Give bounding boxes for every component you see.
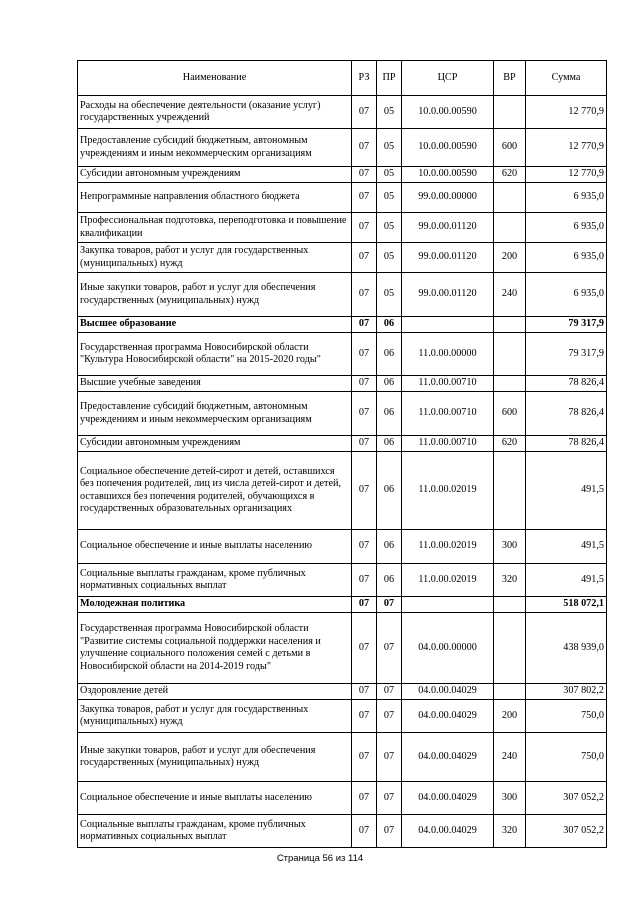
row-pr: 05 bbox=[377, 243, 402, 273]
row-vr: 200 bbox=[494, 700, 526, 733]
row-csr: 11.0.00.02019 bbox=[402, 564, 494, 597]
row-sum: 307 052,2 bbox=[526, 782, 607, 815]
row-vr: 600 bbox=[494, 129, 526, 167]
row-sum: 78 826,4 bbox=[526, 436, 607, 452]
table-header-row bbox=[78, 61, 607, 96]
row-pr: 07 bbox=[377, 782, 402, 815]
row-csr: 04.0.00.04029 bbox=[402, 700, 494, 733]
row-vr bbox=[494, 333, 526, 376]
row-sum: 307 052,2 bbox=[526, 815, 607, 848]
header-pr: ПР bbox=[377, 61, 402, 96]
row-pr: 05 bbox=[377, 167, 402, 183]
row-vr bbox=[494, 317, 526, 333]
row-pr: 06 bbox=[377, 392, 402, 436]
row-vr bbox=[494, 452, 526, 530]
row-csr: 04.0.00.04029 bbox=[402, 782, 494, 815]
row-name: Иные закупки товаров, работ и услуг для обеспечения государственных (муниципальных) нужд bbox=[78, 733, 352, 782]
row-csr: 99.0.00.00000 bbox=[402, 183, 494, 213]
table-row bbox=[78, 530, 607, 564]
table-row bbox=[78, 564, 607, 597]
row-csr: 04.0.00.00000 bbox=[402, 613, 494, 684]
row-sum: 491,5 bbox=[526, 452, 607, 530]
row-csr: 99.0.00.01120 bbox=[402, 273, 494, 317]
table-row bbox=[78, 782, 607, 815]
row-pr: 07 bbox=[377, 597, 402, 613]
row-rz: 07 bbox=[352, 167, 377, 183]
row-csr: 04.0.00.04029 bbox=[402, 684, 494, 700]
row-pr: 06 bbox=[377, 333, 402, 376]
row-name: Предоставление субсидий бюджетным, автономным учреждениям и иным некоммерческим организациям bbox=[78, 392, 352, 436]
row-rz: 07 bbox=[352, 684, 377, 700]
table-row bbox=[78, 273, 607, 317]
row-rz: 07 bbox=[352, 96, 377, 129]
row-name: Молодежная политика bbox=[78, 597, 352, 613]
row-vr: 320 bbox=[494, 564, 526, 597]
table-row bbox=[78, 167, 607, 183]
table-row bbox=[78, 452, 607, 530]
row-sum: 79 317,9 bbox=[526, 317, 607, 333]
row-rz: 07 bbox=[352, 815, 377, 848]
row-vr: 240 bbox=[494, 733, 526, 782]
table-row bbox=[78, 436, 607, 452]
row-sum: 307 802,2 bbox=[526, 684, 607, 700]
row-vr bbox=[494, 684, 526, 700]
header-vr: ВР bbox=[494, 61, 526, 96]
row-name: Субсидии автономным учреждениям bbox=[78, 167, 352, 183]
header-sum: Сумма bbox=[526, 61, 607, 96]
table-row bbox=[78, 317, 607, 333]
row-pr: 07 bbox=[377, 700, 402, 733]
table-row bbox=[78, 243, 607, 273]
row-sum: 12 770,9 bbox=[526, 96, 607, 129]
row-pr: 06 bbox=[377, 436, 402, 452]
row-vr: 300 bbox=[494, 782, 526, 815]
row-pr: 06 bbox=[377, 317, 402, 333]
row-vr: 320 bbox=[494, 815, 526, 848]
row-sum: 12 770,9 bbox=[526, 167, 607, 183]
row-name: Социальное обеспечение и иные выплаты населению bbox=[78, 782, 352, 815]
row-sum: 6 935,0 bbox=[526, 183, 607, 213]
row-pr: 05 bbox=[377, 129, 402, 167]
row-name: Социальные выплаты гражданам, кроме публичных нормативных социальных выплат bbox=[78, 564, 352, 597]
row-csr: 99.0.00.01120 bbox=[402, 213, 494, 243]
table-row bbox=[78, 733, 607, 782]
row-pr: 05 bbox=[377, 273, 402, 317]
row-name: Субсидии автономным учреждениям bbox=[78, 436, 352, 452]
table-row bbox=[78, 96, 607, 129]
row-csr: 10.0.00.00590 bbox=[402, 167, 494, 183]
row-vr: 600 bbox=[494, 392, 526, 436]
row-vr: 620 bbox=[494, 167, 526, 183]
row-pr: 06 bbox=[377, 564, 402, 597]
row-vr: 620 bbox=[494, 436, 526, 452]
row-pr: 05 bbox=[377, 183, 402, 213]
row-name: Социальные выплаты гражданам, кроме публичных нормативных социальных выплат bbox=[78, 815, 352, 848]
row-csr: 99.0.00.01120 bbox=[402, 243, 494, 273]
table-row bbox=[78, 376, 607, 392]
row-sum: 518 072,1 bbox=[526, 597, 607, 613]
row-pr: 06 bbox=[377, 452, 402, 530]
row-vr bbox=[494, 183, 526, 213]
table-row bbox=[78, 684, 607, 700]
header-rz: РЗ bbox=[352, 61, 377, 96]
row-name: Высшие учебные заведения bbox=[78, 376, 352, 392]
row-csr: 11.0.00.00710 bbox=[402, 436, 494, 452]
row-pr: 06 bbox=[377, 530, 402, 564]
row-vr: 300 bbox=[494, 530, 526, 564]
row-sum: 750,0 bbox=[526, 700, 607, 733]
row-csr: 10.0.00.00590 bbox=[402, 96, 494, 129]
row-rz: 07 bbox=[352, 733, 377, 782]
table-row bbox=[78, 597, 607, 613]
row-rz: 07 bbox=[352, 452, 377, 530]
row-rz: 07 bbox=[352, 782, 377, 815]
row-vr bbox=[494, 613, 526, 684]
row-name: Социальное обеспечение детей-сирот и детей, оставшихся без попечения родителей, лиц из числа детей-сирот и детей, оставшихся без попечения родителей, обучающихся в государственных образовательных организациях bbox=[78, 452, 352, 530]
row-rz: 07 bbox=[352, 613, 377, 684]
row-csr: 11.0.00.00000 bbox=[402, 333, 494, 376]
row-sum: 12 770,9 bbox=[526, 129, 607, 167]
table-row bbox=[78, 613, 607, 684]
row-csr: 11.0.00.00710 bbox=[402, 392, 494, 436]
row-vr bbox=[494, 376, 526, 392]
table-body bbox=[78, 96, 607, 848]
row-sum: 79 317,9 bbox=[526, 333, 607, 376]
table-row bbox=[78, 333, 607, 376]
row-rz: 07 bbox=[352, 700, 377, 733]
row-name: Закупка товаров, работ и услуг для государственных (муниципальных) нужд bbox=[78, 700, 352, 733]
row-rz: 07 bbox=[352, 317, 377, 333]
row-csr: 04.0.00.04029 bbox=[402, 733, 494, 782]
row-sum: 78 826,4 bbox=[526, 392, 607, 436]
table-row bbox=[78, 815, 607, 848]
row-vr bbox=[494, 597, 526, 613]
row-name: Иные закупки товаров, работ и услуг для обеспечения государственных (муниципальных) нужд bbox=[78, 273, 352, 317]
row-vr: 240 bbox=[494, 273, 526, 317]
row-sum: 6 935,0 bbox=[526, 243, 607, 273]
row-rz: 07 bbox=[352, 243, 377, 273]
row-sum: 491,5 bbox=[526, 564, 607, 597]
row-name: Оздоровление детей bbox=[78, 684, 352, 700]
row-sum: 6 935,0 bbox=[526, 213, 607, 243]
table-row bbox=[78, 700, 607, 733]
header-name: Наименование bbox=[78, 61, 352, 96]
row-rz: 07 bbox=[352, 597, 377, 613]
row-name: Государственная программа Новосибирской области "Развитие системы социальной поддержки населения и улучшение социального положения семей с детьми в Новосибирской области на 2014-2019 годы" bbox=[78, 613, 352, 684]
row-name: Непрограммные направления областного бюджета bbox=[78, 183, 352, 213]
row-rz: 07 bbox=[352, 530, 377, 564]
table-row bbox=[78, 183, 607, 213]
row-name: Профессиональная подготовка, переподготовка и повышение квалификации bbox=[78, 213, 352, 243]
row-pr: 07 bbox=[377, 815, 402, 848]
row-rz: 07 bbox=[352, 376, 377, 392]
row-pr: 07 bbox=[377, 684, 402, 700]
row-rz: 07 bbox=[352, 564, 377, 597]
row-name: Расходы на обеспечение деятельности (оказание услуг) государственных учреждений bbox=[78, 96, 352, 129]
row-vr bbox=[494, 213, 526, 243]
row-name: Социальное обеспечение и иные выплаты населению bbox=[78, 530, 352, 564]
row-sum: 750,0 bbox=[526, 733, 607, 782]
row-rz: 07 bbox=[352, 333, 377, 376]
row-pr: 07 bbox=[377, 613, 402, 684]
row-rz: 07 bbox=[352, 183, 377, 213]
table-row bbox=[78, 129, 607, 167]
row-csr: 11.0.00.02019 bbox=[402, 530, 494, 564]
row-rz: 07 bbox=[352, 213, 377, 243]
row-csr: 10.0.00.00590 bbox=[402, 129, 494, 167]
row-sum: 6 935,0 bbox=[526, 273, 607, 317]
table-row bbox=[78, 213, 607, 243]
page-number: Страница 56 из 114 bbox=[276, 853, 364, 864]
row-pr: 05 bbox=[377, 96, 402, 129]
header-csr: ЦСР bbox=[402, 61, 494, 96]
row-pr: 06 bbox=[377, 376, 402, 392]
row-csr: 04.0.00.04029 bbox=[402, 815, 494, 848]
row-pr: 07 bbox=[377, 733, 402, 782]
budget-table bbox=[77, 60, 607, 848]
row-csr bbox=[402, 597, 494, 613]
row-name: Высшее образование bbox=[78, 317, 352, 333]
table-row bbox=[78, 392, 607, 436]
row-name: Закупка товаров, работ и услуг для государственных (муниципальных) нужд bbox=[78, 243, 352, 273]
row-rz: 07 bbox=[352, 392, 377, 436]
row-name: Государственная программа Новосибирской области "Культура Новосибирской области" на 2015-2020 годы" bbox=[78, 333, 352, 376]
row-pr: 05 bbox=[377, 213, 402, 243]
row-name: Предоставление субсидий бюджетным, автономным учреждениям и иным некоммерческим организациям bbox=[78, 129, 352, 167]
row-csr bbox=[402, 317, 494, 333]
row-rz: 07 bbox=[352, 273, 377, 317]
row-rz: 07 bbox=[352, 129, 377, 167]
row-vr bbox=[494, 96, 526, 129]
row-sum: 491,5 bbox=[526, 530, 607, 564]
row-sum: 78 826,4 bbox=[526, 376, 607, 392]
row-rz: 07 bbox=[352, 436, 377, 452]
row-sum: 438 939,0 bbox=[526, 613, 607, 684]
row-vr: 200 bbox=[494, 243, 526, 273]
row-csr: 11.0.00.00710 bbox=[402, 376, 494, 392]
row-csr: 11.0.00.02019 bbox=[402, 452, 494, 530]
